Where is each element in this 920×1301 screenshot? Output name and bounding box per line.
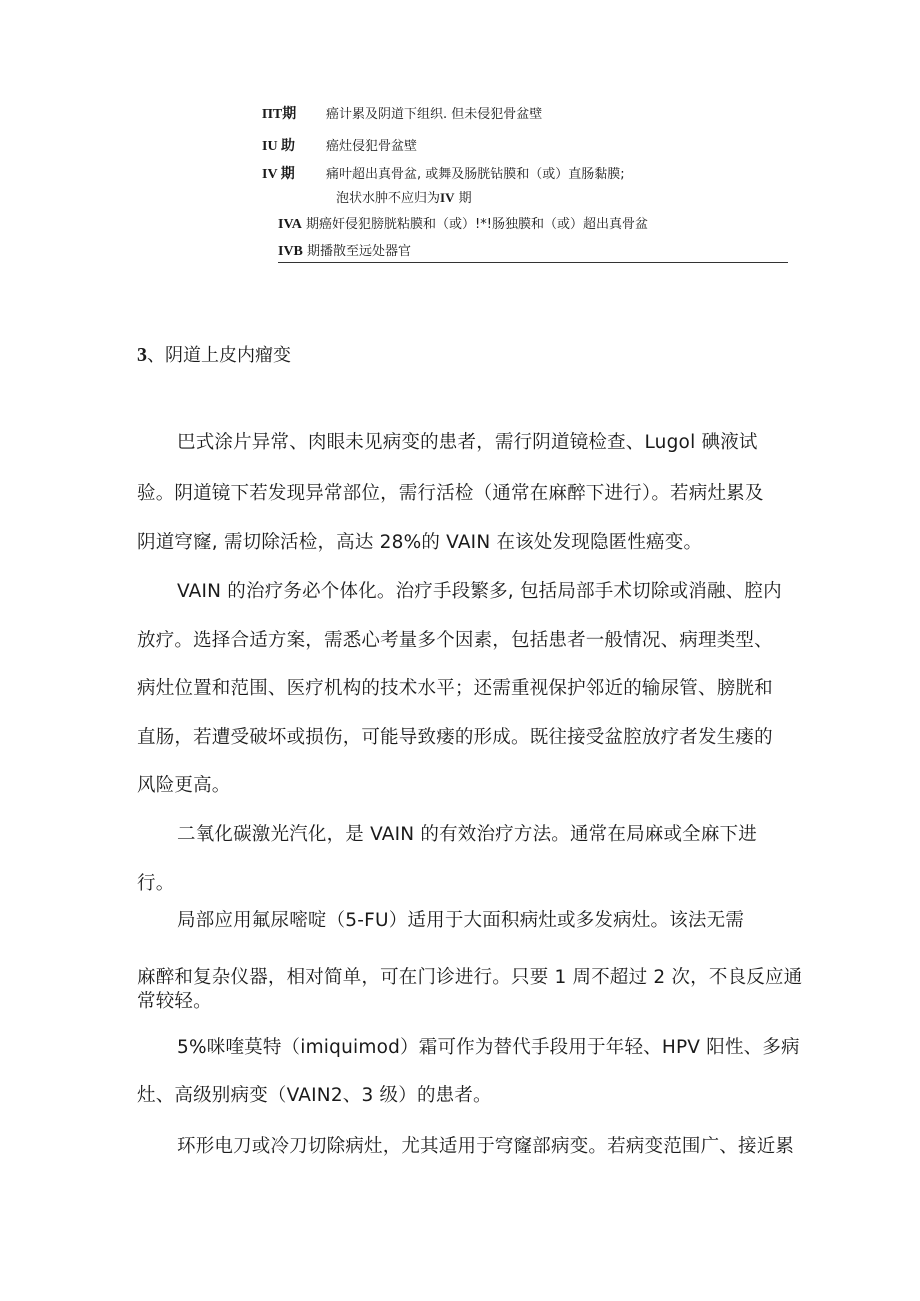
continuation-stage: IV — [440, 190, 455, 205]
paragraph-line: VAIN 的治疗务必个体化。治疗手段繁多, 包括局部手术切除或消融、腔内 — [177, 581, 782, 602]
stage-label: ΠΤ期 — [262, 107, 297, 122]
continuation-text: 泡状水肿不应归为 — [336, 191, 441, 206]
continuation-suffix: 期 — [458, 191, 472, 206]
stage-label: IV 期 — [262, 167, 295, 182]
paragraph-line: 阴道穹窿, 需切除活检，高达 28%的 VAIN 在该处发现隐匿性癌变。 — [137, 532, 703, 553]
paragraph-line: 行。 — [137, 873, 175, 894]
paragraph-line: 灶、高级别病变（VAIN2、3 级）的患者。 — [137, 1085, 492, 1106]
paragraph-line: 直肠，若遭受破坏或损伤，可能导致瘘的形成。既往接受盆腔放疗者发生瘘的 — [137, 727, 773, 748]
substage-row — [278, 243, 411, 261]
paragraph-line: 风险更高。 — [137, 775, 231, 796]
substage-label: IVB — [278, 244, 303, 259]
substage-label: IVA — [278, 217, 302, 232]
stage-description: 痛叶超出真骨盆, 或舞及肠胱钻膜和（或）直肠黏膜; — [326, 167, 625, 182]
section-heading — [137, 341, 291, 367]
paragraph-line: 巴式涂片异常、肉眼未见病变的患者，需行阴道镜检查、Lugol 碘液试 — [177, 432, 758, 453]
paragraph-line: 局部应用氟尿嘧啶（5-FU）适用于大面积病灶或多发病灶。该法无需 — [177, 910, 745, 931]
paragraph-line: 麻醉和复杂仪器，相对简单，可在门诊进行。只要 1 周不超过 2 次，不良反应通 — [137, 967, 803, 988]
substage-row — [278, 216, 648, 234]
section-number: 3 — [137, 344, 147, 366]
paragraph-line: 环形电刀或冷刀切除病灶，尤其适用于穹窿部病变。若病变范围广、接近累 — [177, 1136, 795, 1157]
stage-continuation — [336, 189, 472, 208]
stage-label: IU 助 — [262, 139, 296, 154]
paragraph-line: 病灶位置和范围、医疗机构的技术水平；还需重视保护邻近的输尿管、膀胱和 — [137, 678, 773, 699]
section-title-text: 、阴道上皮内瘤变 — [147, 345, 291, 366]
stage-description: 癌灶侵犯骨盆壁 — [326, 139, 418, 154]
paragraph-line: 验。阴道镜下若发现异常部位，需行活检（通常在麻醉下进行）。若病灶累及 — [137, 483, 764, 504]
substage-description: 期癌奸侵犯膀胱粘膜和（或）!*!肠独膜和（或）超出真骨盆 — [306, 217, 648, 232]
substage-description: 期播散至远处器官 — [307, 244, 412, 259]
stage-description: 癌计累及阴道下组织. 但未侵犯骨盆壁 — [326, 107, 543, 122]
paragraph-line: 常较轻。 — [137, 991, 212, 1012]
paragraph-line: 二氧化碳激光汽化，是 VAIN 的有效治疗方法。通常在局麻或全麻下进 — [177, 824, 757, 845]
paragraph-line: 放疗。选择合适方案，需悉心考量多个因素，包括患者一般情况、病理类型、 — [137, 630, 773, 651]
table-bottom-rule — [278, 262, 788, 263]
paragraph-line: 5%咪喹莫特（imiquimod）霜可作为替代手段用于年轻、HPV 阳性、多病 — [177, 1037, 800, 1058]
